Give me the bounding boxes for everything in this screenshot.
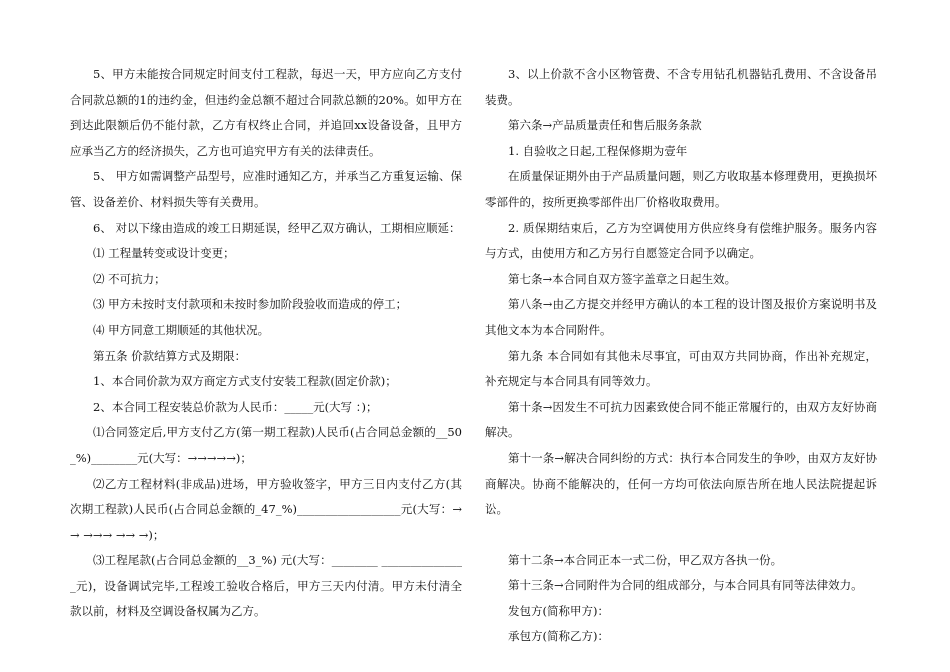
post-warranty-service: 2. 质保期结束后，乙方为空调使用方供应终身有偿维护服务。服务内容与方式，由使用方和乙方另行自愿签定合同予以确定。	[485, 220, 877, 261]
article-5-heading: 第五条 价款结算方式及期限：	[93, 348, 247, 363]
clause-model-adjustment: 5、 甲方如需调整产品型号，应准时通知乙方，并承当乙方重复运输、保管、设备差价、材料损失等有关费用。	[70, 169, 462, 209]
party-a-label: 发包方(简称甲方)：	[508, 603, 609, 618]
article-8: 第八条→由乙方提交并经甲方确认的本工程的设计图及报价方案说明书及其他文本为本合同附件。	[485, 297, 877, 337]
right-column	[485, 62, 877, 650]
delay-item-4: ⑷ 甲方同意工期顺延的其他状况。	[93, 322, 270, 337]
payment-installment-2: ⑵乙方工程材料(非成品)进场，甲方验收签字，甲方三日内支付乙方(其次期工程款)人民币(占合同总金额的_47_%)__________________元(大写：→→ →→→ →→ →)；	[70, 476, 462, 542]
delay-item-2: ⑵ 不可抗力；	[93, 271, 166, 286]
article-10: 第十条→因发生不可抗力因素致使合同不能正常履行的，由双方友好协商解决。	[485, 399, 877, 440]
left-column	[70, 62, 462, 625]
delay-item-3: ⑶ 甲方未按时支付款项和未按时参加阶段验收而造成的停工；	[93, 297, 408, 312]
warranty-outside: 在质量保证期外由于产品质量问题，则乙方收取基本修理费用，更换损坏零部件的，按所更换零部件出厂价格收取费用。	[485, 169, 877, 209]
clause-late-payment: 5、甲方未能按合同规定时间支付工程款，每迟一天，甲方应向乙方支付合同款总额的1的违约金，但违约金总额不超过合同款总额的20%。如甲方在到达此限额后仍不能付款，乙方有权终止合同，并追回xx设备设备，且甲方应承当乙方的经济损失，乙方也可追究甲方有关的法律责任。	[70, 67, 462, 158]
delay-item-1: ⑴ 工程量转变或设计变更；	[93, 246, 235, 261]
clause-delay-extension: 6、 对以下缘由造成的竣工日期延误，经甲乙双方确认，工期相应顺延：	[93, 220, 461, 235]
payment-installment-3: ⑶工程尾款(占合同总金额的__3_%) 元(大写：________ _______________元)，设备调试完毕,工程竣工验收合格后，甲方三天内付清。甲方未付清全款以前，材料及空调设备权属为乙方。	[70, 553, 462, 619]
article-7: 第七条→本合同自双方签字盖章之日起生效。	[508, 271, 737, 286]
payment-installment-1: ⑴合同签定后,甲方支付乙方(第一期工程款)人民币(占合同总金额的__50_%)________元(大写：→→→→→)；	[70, 425, 462, 465]
article-11: 第十一条→解决合同纠纷的方式：执行本合同发生的争吵，由双方友好协商解决。协商不能解决的，任何一方均可依法向原告所在地人民法院提起诉讼。	[485, 450, 877, 517]
warranty-period: 1. 自验收之日起,工程保修期为壹年	[508, 143, 688, 158]
blank-line	[485, 523, 877, 548]
price-exclusions: 3、以上价款不含小区物管费、不含专用钻孔机器钻孔费用、不含设备吊装费。	[485, 67, 877, 107]
article-9: 第九条 本合同如有其他未尽事宜，可由双方共同协商，作出补充规定，补充规定与本合同具有同等效力。	[485, 348, 877, 389]
article-6-heading: 第六条→产品质量责任和售后服务条款	[508, 118, 702, 133]
article-12: 第十二条→本合同正本一式二份，甲乙双方各执一份。	[508, 552, 783, 567]
article-13: 第十三条→合同附件为合同的组成部分，与本合同具有同等法律效力。	[508, 578, 863, 593]
party-b-label: 承包方(简称乙方)：	[508, 629, 609, 644]
payment-clause-2: 2、本合同工程安装总价款为人民币：_____元(大写 ：)；	[93, 399, 378, 414]
payment-clause-1: 1、本合同价款为双方商定方式支付安装工程款(固定价款)；	[93, 374, 397, 389]
